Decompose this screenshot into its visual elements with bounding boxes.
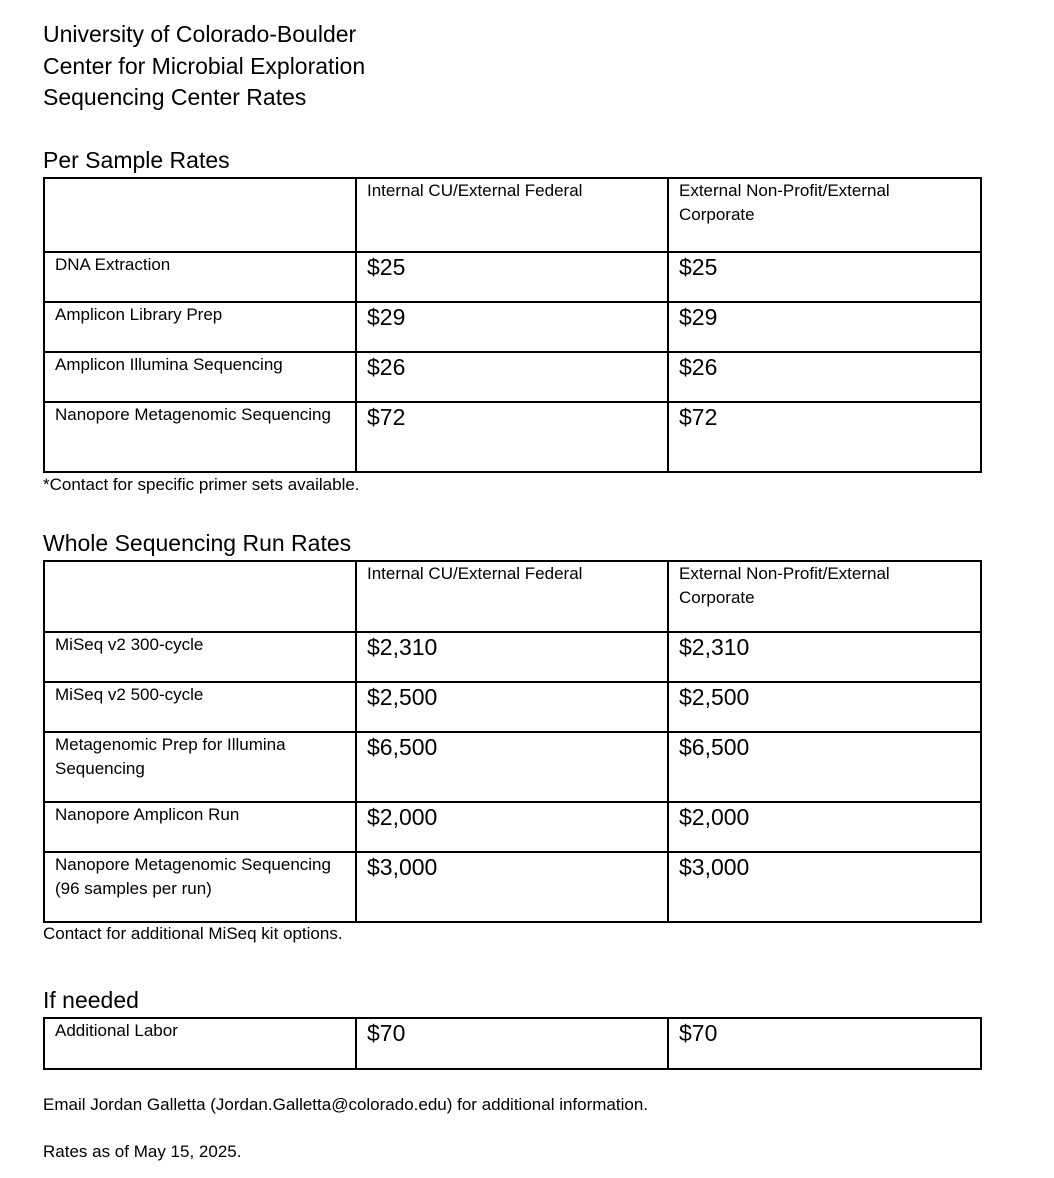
internal-price: $29 [356, 302, 668, 352]
if-needed-title: If needed [43, 987, 139, 1013]
internal-price: $3,000 [356, 852, 668, 922]
external-column-header: External Non-Profit/External Corporate [668, 178, 981, 252]
table-row [44, 252, 981, 302]
service-name: MiSeq v2 300-cycle [44, 632, 356, 682]
whole-run-title: Whole Sequencing Run Rates [43, 530, 352, 556]
contact-info: Email Jordan Galletta (Jordan.Galletta@colorado.edu) for additional information. [43, 1095, 649, 1114]
table-row [44, 802, 981, 852]
external-price: $2,000 [668, 802, 981, 852]
table-row [44, 1018, 981, 1069]
service-name: Amplicon Illumina Sequencing [44, 352, 356, 402]
empty-header-cell [44, 561, 356, 632]
document-header [43, 19, 365, 114]
service-name: MiSeq v2 500-cycle [44, 682, 356, 732]
internal-price: $2,000 [356, 802, 668, 852]
external-price: $6,500 [668, 732, 981, 802]
external-price: $2,500 [668, 682, 981, 732]
service-name: DNA Extraction [44, 252, 356, 302]
primer-sets-note: *Contact for specific primer sets available. [43, 475, 360, 494]
center-name: Center for Microbial Exploration [43, 52, 366, 79]
per-sample-table [43, 177, 982, 473]
external-column-header: External Non-Profit/External Corporate [668, 561, 981, 632]
service-name: Metagenomic Prep for Illumina Sequencing [44, 732, 356, 802]
external-price: $26 [668, 352, 981, 402]
table-row [44, 852, 981, 922]
if-needed-table [43, 1017, 982, 1070]
internal-price: $2,310 [356, 632, 668, 682]
internal-price: $72 [356, 402, 668, 472]
external-price: $3,000 [668, 852, 981, 922]
external-price: $29 [668, 302, 981, 352]
document-title: Sequencing Center Rates [43, 84, 307, 110]
service-name: Nanopore Metagenomic Sequencing [44, 402, 356, 472]
internal-price: $6,500 [356, 732, 668, 802]
table-row [44, 402, 981, 472]
service-name: Amplicon Library Prep [44, 302, 356, 352]
table-row [44, 682, 981, 732]
external-price: $2,310 [668, 632, 981, 682]
university-name: University of Colorado-Boulder [43, 21, 357, 47]
rates-date: Rates as of May 15, 2025. [43, 1142, 242, 1161]
table-row [44, 632, 981, 682]
service-name: Additional Labor [44, 1018, 356, 1069]
internal-column-header: Internal CU/External Federal [356, 561, 668, 632]
internal-price: $25 [356, 252, 668, 302]
empty-header-cell [44, 178, 356, 252]
internal-price: $2,500 [356, 682, 668, 732]
table-header-row [44, 178, 981, 252]
whole-run-table [43, 560, 982, 923]
external-price: $70 [668, 1018, 981, 1069]
miseq-kit-note: Contact for additional MiSeq kit options. [43, 924, 343, 943]
table-row [44, 732, 981, 802]
internal-price: $26 [356, 352, 668, 402]
internal-price: $70 [356, 1018, 668, 1069]
service-name: Nanopore Amplicon Run [44, 802, 356, 852]
service-name: Nanopore Metagenomic Sequencing (96 samples per run) [44, 852, 356, 922]
external-price: $72 [668, 402, 981, 472]
table-row [44, 302, 981, 352]
per-sample-title: Per Sample Rates [43, 147, 230, 173]
table-row [44, 352, 981, 402]
table-header-row [44, 561, 981, 632]
internal-column-header: Internal CU/External Federal [356, 178, 668, 252]
external-price: $25 [668, 252, 981, 302]
